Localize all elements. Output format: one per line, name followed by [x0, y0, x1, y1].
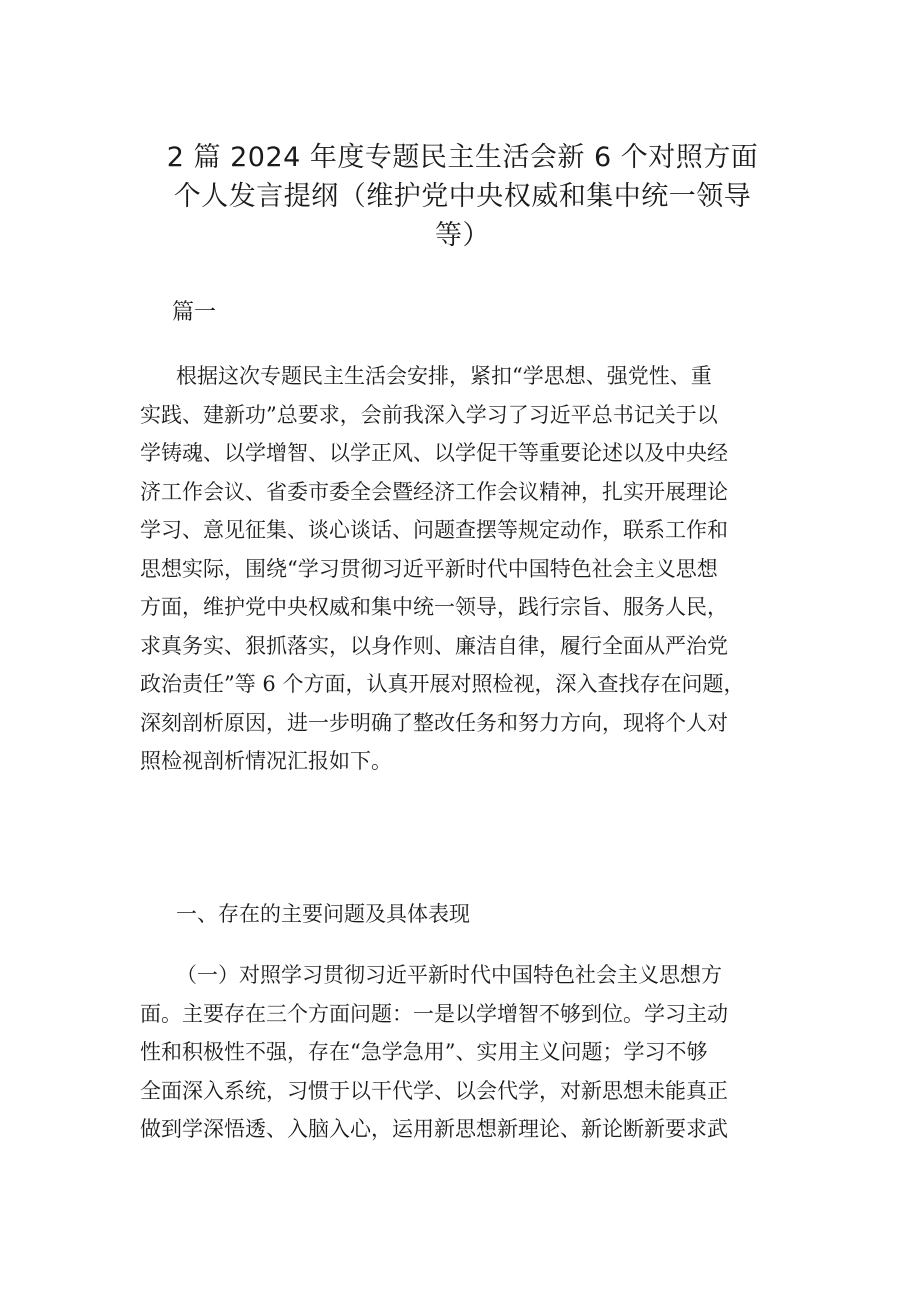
paragraph-line: 思想实际，围绕“学习贯彻习近平新时代中国特色社会主义思想: [140, 556, 718, 581]
paragraph-issues: [140, 956, 800, 1149]
paragraph-line: 做到学深悟透、入脑入心，运用新思想新理论、新论断新要求武: [140, 1117, 728, 1141]
section-label: 篇一: [172, 300, 217, 325]
paragraph-line: 照检视剖析情况汇报如下。: [140, 749, 392, 773]
paragraph-line: 济工作会议、省委市委全会暨经济工作会议精神，扎实开展理论: [140, 479, 728, 504]
paragraph-line: 政治责任”等 6 个方面，认真开展对照检视，深入查找存在问题，: [140, 672, 745, 696]
paragraph-line: 学铸魂、以学增智、以学正风、以学促干等重要论述以及中央经: [140, 441, 728, 465]
paragraph-intro: [140, 357, 800, 781]
paragraph-line: 方面，维护党中央权威和集中统一领导，践行宗旨、服务人民，: [140, 595, 728, 619]
title-line-3: 等）: [435, 220, 490, 251]
title-line-1: 2 篇 2024 年度专题民主生活会新 6 个对照方面: [166, 142, 759, 173]
paragraph-line: 根据这次专题民主生活会安排，紧扣“学思想、强党性、重: [176, 364, 712, 388]
title-line-2: 个人发言提纲（维护党中央权威和集中统一领导: [173, 181, 752, 212]
section-heading: 一、存在的主要问题及具体表现: [176, 902, 470, 926]
paragraph-line: 实践、建新功”总要求，会前我深入学习了习近平总书记关于以: [140, 402, 718, 427]
paragraph-line: 全面深入系统，习惯于以干代学、以会代学，对新思想未能真正: [140, 1078, 728, 1103]
paragraph-line: 深刻剖析原因，进一步明确了整改任务和努力方向，现将个人对: [140, 710, 728, 735]
paragraph-line: 求真务实、狠抓落实，以身作则、廉洁自律，履行全面从严治党: [140, 633, 728, 658]
document-title: [140, 138, 785, 255]
paragraph-line: 学习、意见征集、谈心谈话、问题查摆等规定动作，联系工作和: [140, 518, 728, 542]
paragraph-line: 面。主要存在三个方面问题：一是以学增智不够到位。学习主动: [140, 1001, 728, 1026]
paragraph-line: 性和积极性不强，存在“急学急用”、实用主义问题；学习不够: [140, 1040, 708, 1064]
paragraph-line: （一）对照学习贯彻习近平新时代中国特色社会主义思想方: [176, 963, 722, 987]
